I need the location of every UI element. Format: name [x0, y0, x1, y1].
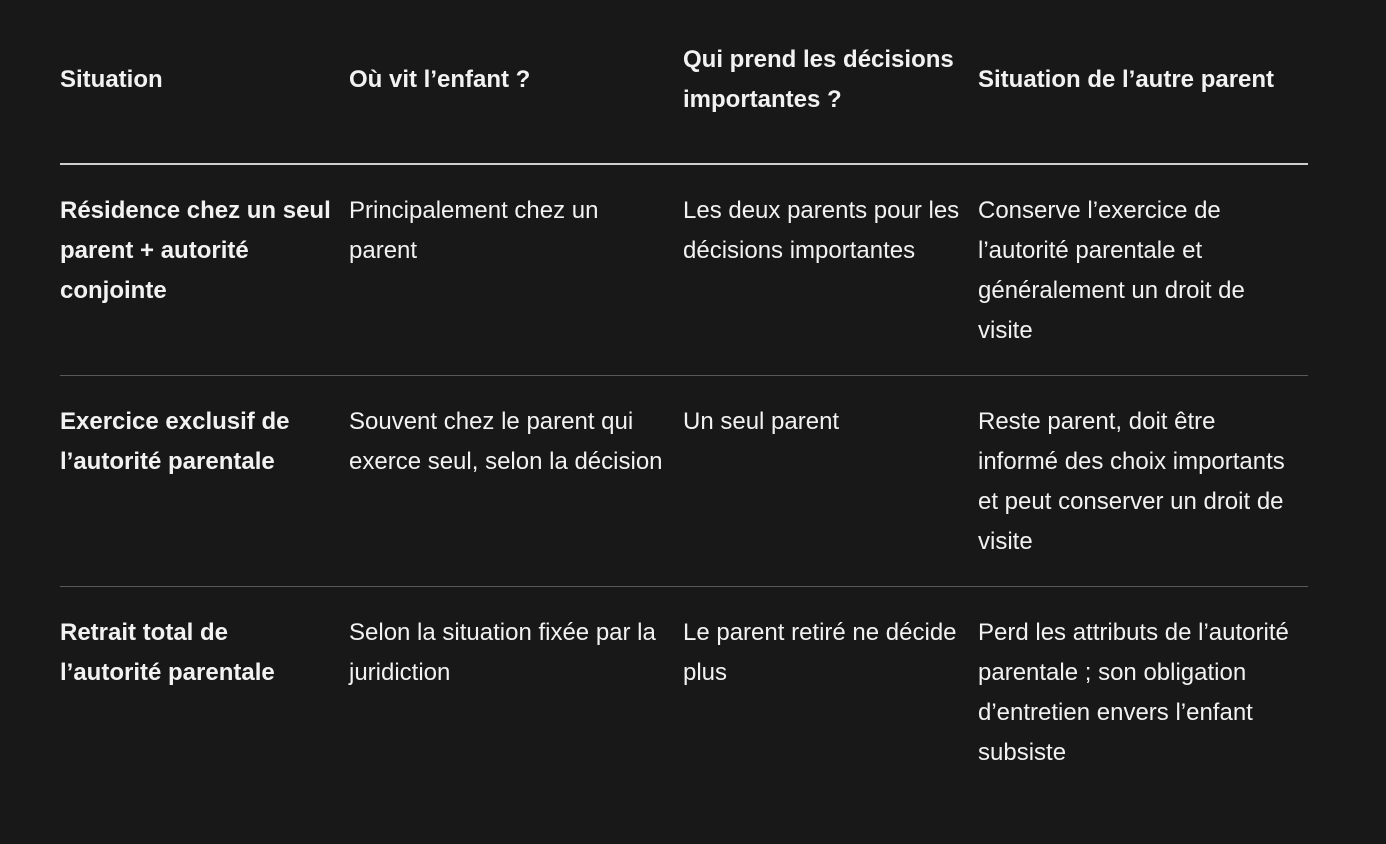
comparison-table: [60, 20, 1308, 797]
table-body: [60, 164, 1308, 797]
cell-child-residence: Souvent chez le parent qui exerce seul, selon la décision: [349, 376, 683, 587]
cell-situation: Retrait total de l’autorité parentale: [60, 619, 275, 686]
table-row: [60, 164, 1308, 376]
header-row: [60, 20, 1308, 164]
header-decision-maker: Qui prend les décisions importantes ?: [683, 20, 978, 164]
cell-child-residence: Principalement chez un parent: [349, 164, 683, 376]
cell-situation: Résidence chez un seul parent + autorité conjointe: [60, 164, 349, 376]
header-other-parent: Situation de l’autre parent: [978, 20, 1308, 164]
cell-child-residence: Selon la situation fixée par la juridiction: [349, 619, 656, 686]
cell-situation: Exercice exclusif de l’autorité parentale: [60, 376, 349, 587]
header-situation: Situation: [60, 20, 349, 164]
cell-decision-maker: Le parent retiré ne décide plus: [683, 619, 957, 686]
table-header: [60, 20, 1308, 164]
table-row: [60, 587, 1308, 798]
table-row: [60, 376, 1308, 587]
header-child-residence: Où vit l’enfant ?: [349, 20, 683, 164]
cell-other-parent: Reste parent, doit être informé des choix importants et peut conserver un droit de visite: [978, 376, 1308, 587]
cell-other-parent: Conserve l’exercice de l’autorité parentale et généralement un droit de visite: [978, 164, 1308, 376]
cell-decision-maker: Les deux parents pour les décisions importantes: [683, 164, 978, 376]
cell-decision-maker: Un seul parent: [683, 376, 978, 587]
cell-other-parent: Perd les attributs de l’autorité parentale ; son obligation d’entretien envers l’enfant subsiste: [978, 619, 1289, 766]
comparison-table-container: [60, 20, 1308, 797]
